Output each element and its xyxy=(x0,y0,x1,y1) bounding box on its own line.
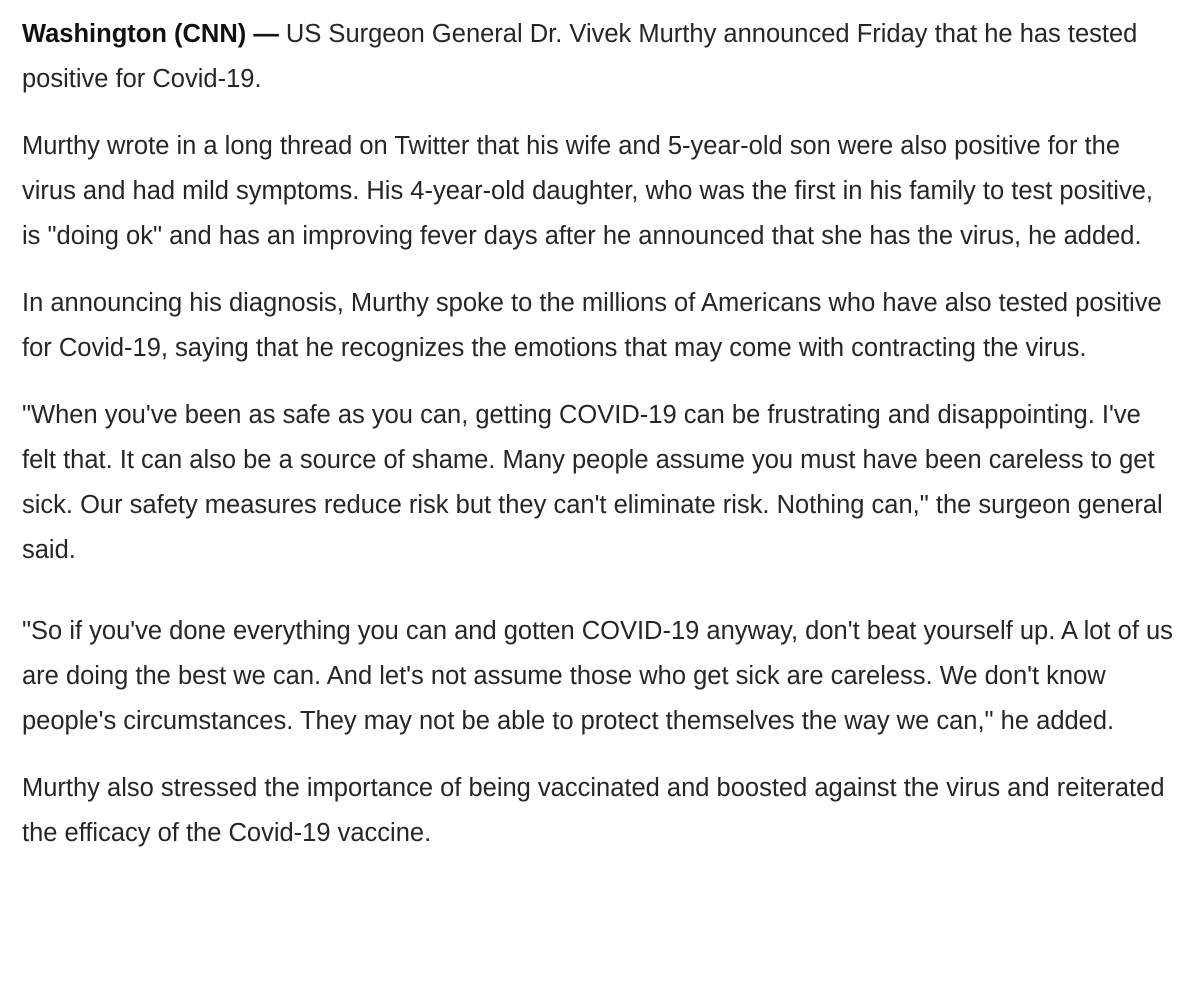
paragraph-2: Murthy wrote in a long thread on Twitter that his wife and 5-year-old son were also positive for the virus and had mild symptoms. His 4-year-old daughter, who was the first in his family to test positive, is "doing ok" and has an improving fever days after he announced that she has the virus, he added. xyxy=(22,132,1153,250)
paragraph-3: In announcing his diagnosis, Murthy spoke to the millions of Americans who have also tested positive for Covid-19, saying that he recognizes the emotions that may come with contracting the virus. xyxy=(22,289,1162,362)
paragraph-4: "When you've been as safe as you can, getting COVID-19 can be frustrating and disappointing. I've felt that. It can also be a source of shame. Many people assume you must have been careless to get sick. Our safety measures reduce risk but they can't eliminate risk. Nothing can," the surgeon general said. xyxy=(22,401,1163,564)
paragraph-5: "So if you've done everything you can and gotten COVID-19 anyway, don't beat yourself up. A lot of us are doing the best we can. And let's not assume those who get sick are careless. We don't know people's circumstances. They may not be able to protect themselves the way we can," he added. xyxy=(22,617,1173,735)
dateline: Washington (CNN) — xyxy=(22,20,279,48)
paragraph-1-text: US Surgeon General Dr. Vivek Murthy announced Friday that he has tested positive for Covid-19. xyxy=(22,20,1138,93)
paragraph-1 xyxy=(22,12,1178,102)
paragraph-6: Murthy also stressed the importance of being vaccinated and boosted against the virus and reiterated the efficacy of the Covid-19 vaccine. xyxy=(22,774,1165,847)
